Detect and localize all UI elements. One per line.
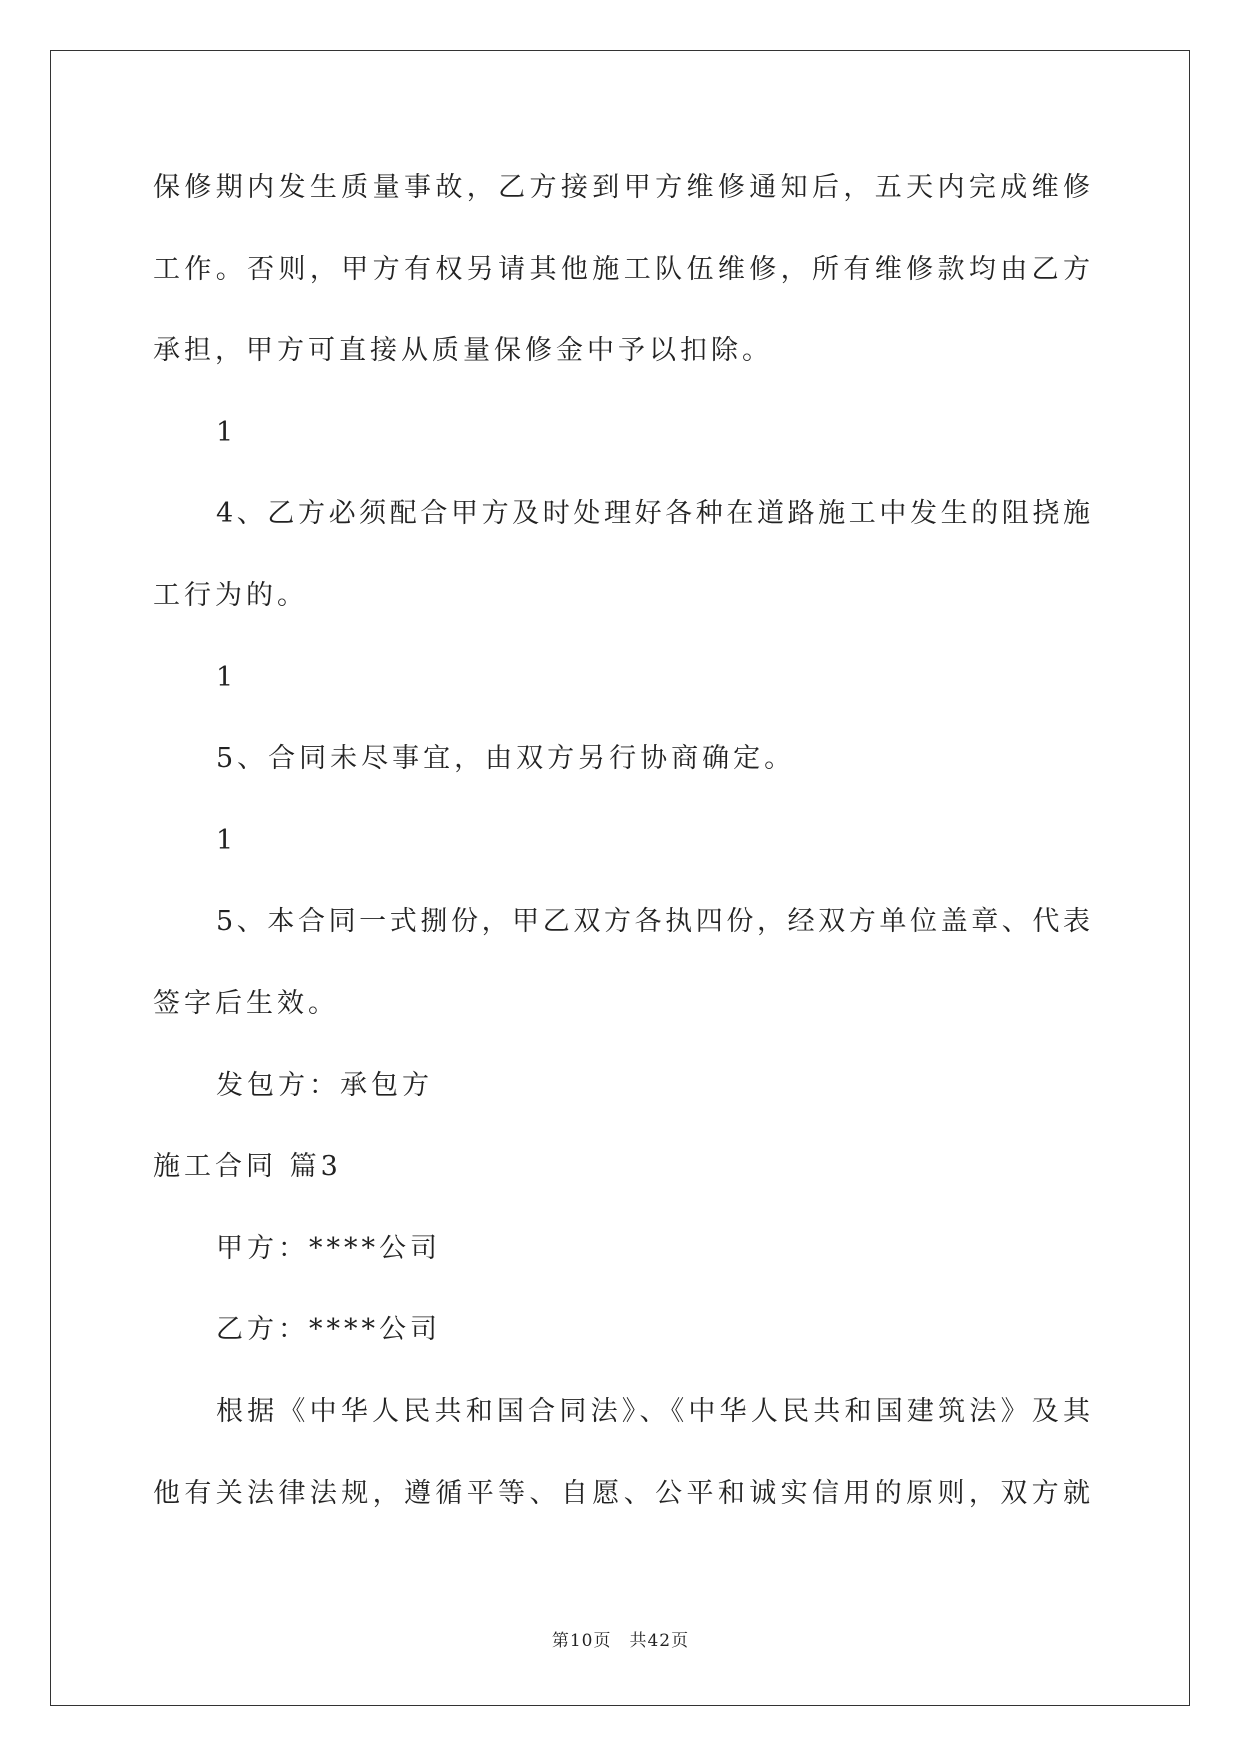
section-heading: 施工合同 篇3 <box>153 1151 342 1183</box>
paragraph-line: 根据《中华人民共和国合同法》、《中华人民共和国建筑法》及其 <box>216 1395 1090 1427</box>
paragraph-line: 4、乙方必须配合甲方及时处理好各种在道路施工中发生的阻挠施 <box>216 498 1090 530</box>
paragraph-line: 1 <box>216 416 238 448</box>
party-b-line: 乙方：****公司 <box>216 1314 441 1346</box>
paragraph-line: 签字后生效。 <box>153 987 339 1019</box>
paragraph-line: 承担，甲方可直接从质量保修金中予以扣除。 <box>153 335 773 367</box>
paragraph-line: 1 <box>216 661 238 693</box>
party-a-line: 甲方：****公司 <box>216 1232 441 1264</box>
paragraph-line: 保修期内发生质量事故，乙方接到甲方维修通知后，五天内完成维修 <box>153 172 1090 203</box>
paragraph-line: 5、本合同一式捌份，甲乙双方各执四份，经双方单位盖章、代表 <box>216 906 1090 938</box>
document-body <box>153 147 1090 1534</box>
signature-parties-line: 发包方：承包方 <box>216 1069 433 1101</box>
paragraph-line: 工作。否则，甲方有权另请其他施工队伍维修，所有维修款均由乙方 <box>153 253 1090 285</box>
page-number-footer: 第10页 共42页 <box>551 1631 690 1651</box>
paragraph-line: 工行为的。 <box>153 579 308 611</box>
paragraph-line: 他有关法律法规，遵循平等、自愿、公平和诚实信用的原则，双方就 <box>153 1477 1090 1509</box>
paragraph-line: 1 <box>216 824 238 856</box>
paragraph-line: 5、合同未尽事宜，由双方另行协商确定。 <box>216 743 796 775</box>
